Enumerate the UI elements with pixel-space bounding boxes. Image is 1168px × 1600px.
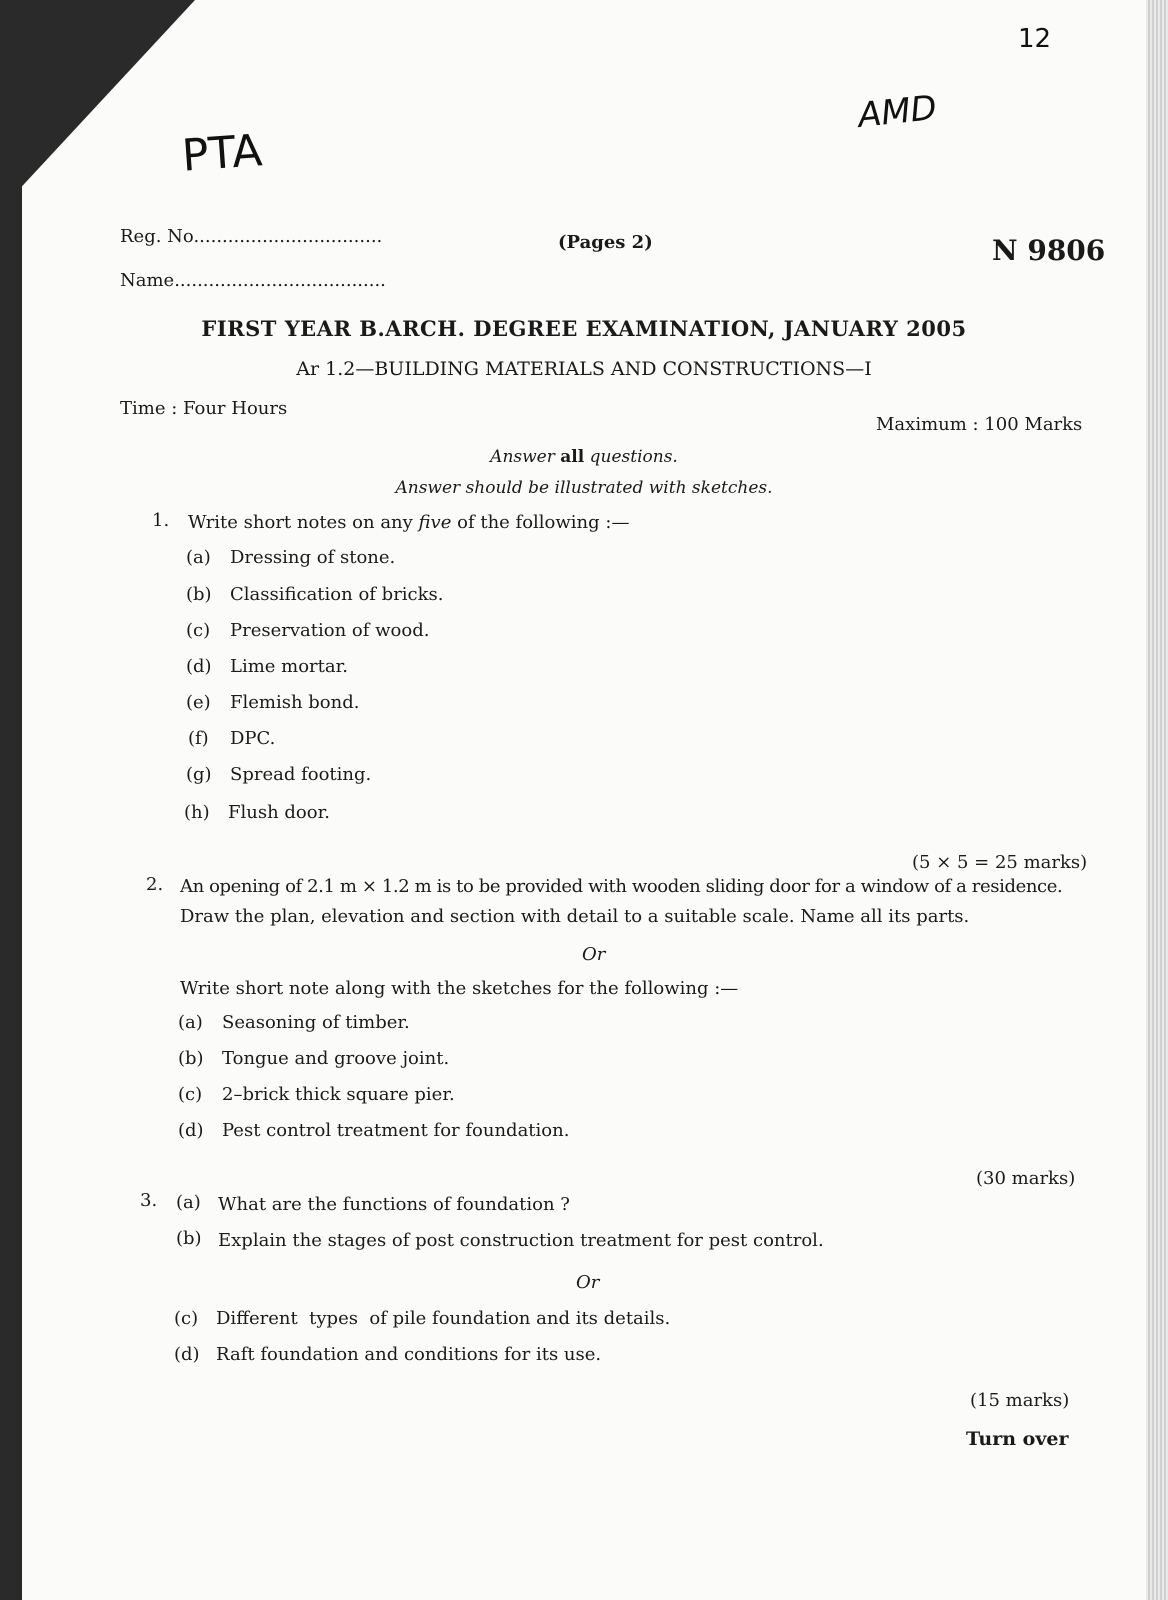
q2-item-text: Tongue and groove joint. (222, 1048, 450, 1069)
q1-item-label: (f) (188, 728, 209, 749)
paper-code: N 9806 (992, 234, 1106, 267)
q2-item-label: (b) (178, 1048, 204, 1069)
q2-item-text: Seasoning of timber. (222, 1012, 410, 1033)
turn-over: Turn over (966, 1428, 1069, 1450)
q1-item-text: Classification of bricks. (230, 584, 444, 605)
q1-stem (188, 512, 629, 533)
q1-number: 1. (152, 510, 170, 531)
scan-left-edge (0, 0, 22, 1600)
q1-item-label: (h) (184, 802, 210, 823)
q2-alt-stem: Write short note along with the sketches for the following :— (180, 978, 739, 999)
q2-line-1: An opening of 2.1 m × 1.2 m is to be provided with wooden sliding door for a window of a residence. (180, 876, 1063, 897)
q2-item-label: (a) (178, 1012, 203, 1033)
q1-item-text: Flush door. (228, 802, 330, 823)
instruction-questions: questions. (589, 447, 678, 467)
q3-item-text: Different types of pile foundation and its details. (216, 1308, 671, 1329)
q2-or: Or (582, 944, 606, 965)
name-field: Name..................................... (120, 270, 386, 291)
q1-stem-five: five (418, 512, 452, 533)
q1-stem-a: Write short notes on any (188, 512, 413, 533)
q2-number: 2. (146, 874, 164, 895)
q1-item-text: Spread footing. (230, 764, 372, 785)
handwritten-page-number: 12 (1018, 24, 1052, 54)
handwritten-pta: PTA (180, 125, 264, 182)
exam-subject: Ar 1.2—BUILDING MATERIALS AND CONSTRUCTIONS—I (296, 358, 872, 380)
q1-item-label: (a) (186, 547, 211, 568)
q3-item-label: (a) (176, 1192, 201, 1213)
q3-item-label: (c) (174, 1308, 199, 1329)
q3-or: Or (576, 1272, 600, 1293)
q2-marks: (30 marks) (976, 1168, 1076, 1189)
q1-item-text: Flemish bond. (230, 692, 360, 713)
q1-item-text: Dressing of stone. (230, 547, 396, 568)
exam-title: FIRST YEAR B.ARCH. DEGREE EXAMINATION, JANUARY 2005 (201, 316, 967, 341)
q1-item-label: (d) (186, 656, 212, 677)
instruction-sketches: Answer should be illustrated with sketches. (395, 478, 773, 498)
q1-item-label: (c) (186, 620, 211, 641)
q1-stem-c: of the following :— (457, 512, 630, 533)
exam-time: Time : Four Hours (120, 398, 288, 419)
instruction-answer: Answer (490, 447, 555, 467)
q1-item-label: (b) (186, 584, 212, 605)
folded-corner (0, 0, 195, 210)
q1-item-label: (g) (186, 764, 212, 785)
q1-item-text: Preservation of wood. (230, 620, 430, 641)
q3-number: 3. (140, 1190, 158, 1211)
instruction-all: all (560, 447, 585, 467)
reg-no-field: Reg. No................................. (120, 226, 383, 247)
q2-item-label: (d) (178, 1120, 204, 1141)
q1-item-text: Lime mortar. (230, 656, 348, 677)
instruction-all-questions (0, 447, 1168, 467)
q1-item-text: DPC. (230, 728, 276, 749)
q1-item-label: (e) (186, 692, 211, 713)
q3-item-label: (d) (174, 1344, 200, 1365)
q1-marks: (5 × 5 = 25 marks) (912, 852, 1088, 873)
q3-item-text: Raft foundation and conditions for its use. (216, 1344, 602, 1365)
q2-item-text: 2–brick thick square pier. (222, 1084, 455, 1105)
handwritten-amd: AMD (856, 87, 939, 137)
q3-item-text: Explain the stages of post construction treatment for pest control. (218, 1230, 824, 1251)
q2-item-text: Pest control treatment for foundation. (222, 1120, 570, 1141)
q3-item-label: (b) (176, 1228, 202, 1249)
max-marks: Maximum : 100 Marks (876, 414, 1083, 435)
q2-item-label: (c) (178, 1084, 203, 1105)
page-stack-edge (1146, 0, 1168, 1600)
q2-line-2: Draw the plan, elevation and section with detail to a suitable scale. Name all its parts. (180, 906, 970, 927)
q3-item-text: What are the functions of foundation ? (218, 1194, 570, 1215)
pages-count: (Pages 2) (558, 232, 653, 253)
q3-marks: (15 marks) (970, 1390, 1070, 1411)
